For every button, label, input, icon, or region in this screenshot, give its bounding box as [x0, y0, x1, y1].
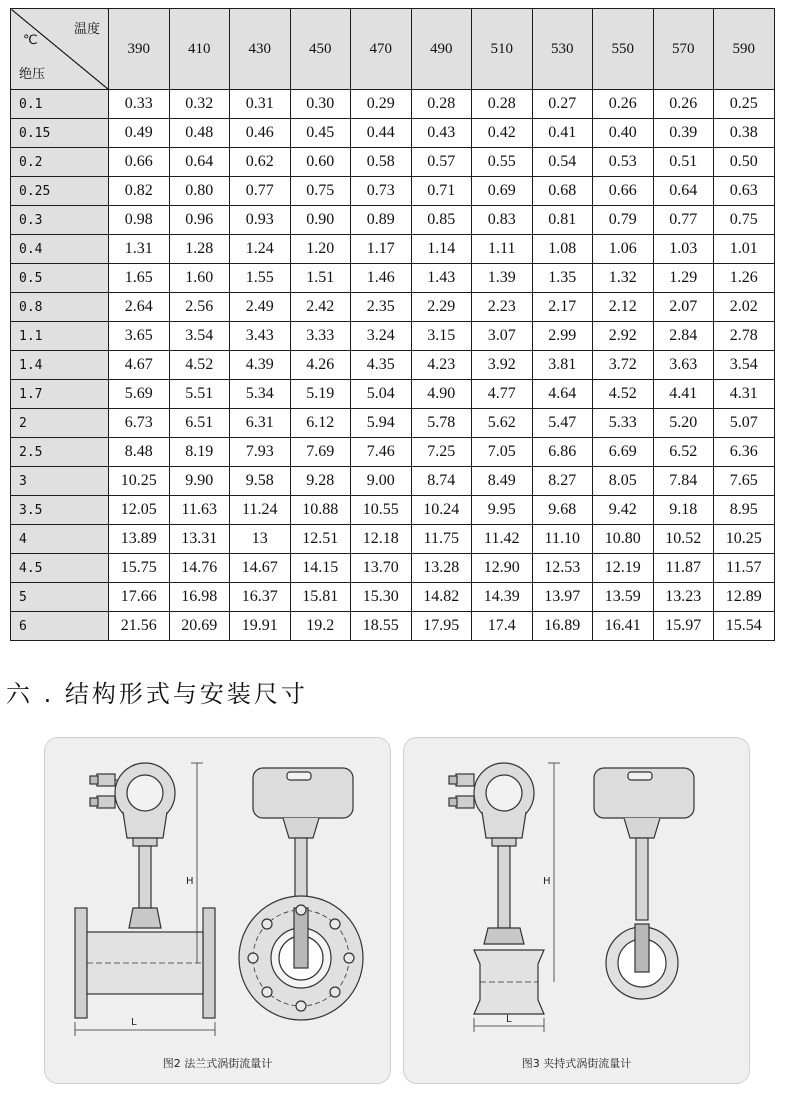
- junction-box-front: [90, 763, 175, 846]
- density-cell: 7.84: [653, 467, 714, 496]
- pressure-cell: 0.4: [11, 235, 109, 264]
- density-cell: 0.60: [290, 148, 351, 177]
- density-cell: 4.39: [230, 351, 291, 380]
- density-cell: 3.81: [532, 351, 593, 380]
- density-cell: 6.12: [290, 409, 351, 438]
- density-cell: 8.27: [532, 467, 593, 496]
- pressure-axis-label: 绝压: [19, 67, 46, 82]
- density-cell: 8.74: [411, 467, 472, 496]
- density-cell: 2.78: [714, 322, 775, 351]
- density-cell: 5.94: [351, 409, 412, 438]
- density-cell: 7.65: [714, 467, 775, 496]
- pressure-cell: 0.15: [11, 119, 109, 148]
- density-cell: 1.14: [411, 235, 472, 264]
- density-cell: 5.20: [653, 409, 714, 438]
- density-cell: 3.33: [290, 322, 351, 351]
- temperature-header-cell: 430: [230, 9, 291, 90]
- density-cell: 2.92: [593, 322, 654, 351]
- temperature-header-cell: 510: [472, 9, 533, 90]
- height-label: H: [186, 876, 194, 887]
- density-cell: 13.70: [351, 554, 412, 583]
- density-cell: 0.63: [714, 177, 775, 206]
- density-cell: 0.62: [230, 148, 291, 177]
- density-cell: 15.30: [351, 583, 412, 612]
- density-cell: 4.90: [411, 380, 472, 409]
- length-dimension: [75, 1022, 215, 1036]
- density-cell: 4.77: [472, 380, 533, 409]
- density-cell: 0.80: [169, 177, 230, 206]
- density-cell: 17.66: [109, 583, 170, 612]
- density-cell: 5.33: [593, 409, 654, 438]
- wafer-meter-drawing: [404, 738, 749, 1083]
- density-cell: 2.64: [109, 293, 170, 322]
- density-cell: 1.06: [593, 235, 654, 264]
- density-cell: 3.54: [169, 322, 230, 351]
- pressure-cell: 0.8: [11, 293, 109, 322]
- density-cell: 0.96: [169, 206, 230, 235]
- density-cell: 13.28: [411, 554, 472, 583]
- density-cell: 14.82: [411, 583, 472, 612]
- density-cell: 2.17: [532, 293, 593, 322]
- table-row: [11, 438, 775, 467]
- density-cell: 11.42: [472, 525, 533, 554]
- density-cell: 16.37: [230, 583, 291, 612]
- density-cell: 0.42: [472, 119, 533, 148]
- density-cell: 1.46: [351, 264, 412, 293]
- density-cell: 5.34: [230, 380, 291, 409]
- density-cell: 19.91: [230, 612, 291, 641]
- density-cell: 12.05: [109, 496, 170, 525]
- density-cell: 10.52: [653, 525, 714, 554]
- density-cell: 10.55: [351, 496, 412, 525]
- density-cell: 4.52: [169, 351, 230, 380]
- table-row: [11, 119, 775, 148]
- density-cell: 9.95: [472, 496, 533, 525]
- section-heading: 六 . 结构形式与安装尺寸: [6, 680, 308, 708]
- density-cell: 3.15: [411, 322, 472, 351]
- density-cell: 1.31: [109, 235, 170, 264]
- density-cell: 2.42: [290, 293, 351, 322]
- density-cell: 0.71: [411, 177, 472, 206]
- density-cell: 1.28: [169, 235, 230, 264]
- density-cell: 1.08: [532, 235, 593, 264]
- density-cell: 4.35: [351, 351, 412, 380]
- table-row: [11, 583, 775, 612]
- density-cell: 2.56: [169, 293, 230, 322]
- density-cell: 4.52: [593, 380, 654, 409]
- density-cell: 0.43: [411, 119, 472, 148]
- table-row: [11, 525, 775, 554]
- density-cell: 0.48: [169, 119, 230, 148]
- density-cell: 1.43: [411, 264, 472, 293]
- pressure-cell: 0.3: [11, 206, 109, 235]
- table-row: [11, 496, 775, 525]
- density-cell: 0.30: [290, 90, 351, 119]
- pressure-cell: 1.1: [11, 322, 109, 351]
- density-cell: 4.26: [290, 351, 351, 380]
- density-cell: 15.75: [109, 554, 170, 583]
- density-cell: 0.49: [109, 119, 170, 148]
- table-row: [11, 235, 775, 264]
- wafer-body: [474, 950, 544, 1014]
- temperature-header-cell: 530: [532, 9, 593, 90]
- pressure-cell: 0.25: [11, 177, 109, 206]
- density-cell: 0.26: [653, 90, 714, 119]
- pressure-cell: 3.5: [11, 496, 109, 525]
- density-cell: 8.05: [593, 467, 654, 496]
- density-cell: 14.15: [290, 554, 351, 583]
- table-row: [11, 351, 775, 380]
- density-cell: 0.81: [532, 206, 593, 235]
- density-cell: 6.51: [169, 409, 230, 438]
- junction-box-front: [449, 763, 534, 846]
- temperature-header-cell: 490: [411, 9, 472, 90]
- density-cell: 13.23: [653, 583, 714, 612]
- density-cell: 3.92: [472, 351, 533, 380]
- density-cell: 0.73: [351, 177, 412, 206]
- temperature-header-cell: 450: [290, 9, 351, 90]
- height-label: H: [543, 876, 551, 887]
- density-cell: 1.51: [290, 264, 351, 293]
- density-cell: 1.26: [714, 264, 775, 293]
- density-cell: 0.79: [593, 206, 654, 235]
- density-cell: 4.41: [653, 380, 714, 409]
- density-cell: 0.93: [230, 206, 291, 235]
- pressure-cell: 1.4: [11, 351, 109, 380]
- density-cell: 0.58: [351, 148, 412, 177]
- density-cell: 19.2: [290, 612, 351, 641]
- density-cell: 13.89: [109, 525, 170, 554]
- table-row: [11, 148, 775, 177]
- density-cell: 17.4: [472, 612, 533, 641]
- table-row: [11, 467, 775, 496]
- density-cell: 6.73: [109, 409, 170, 438]
- density-cell: 11.63: [169, 496, 230, 525]
- table-row: [11, 554, 775, 583]
- density-cell: 10.25: [109, 467, 170, 496]
- density-cell: 1.55: [230, 264, 291, 293]
- density-cell: 0.89: [351, 206, 412, 235]
- density-cell: 0.27: [532, 90, 593, 119]
- density-cell: 9.42: [593, 496, 654, 525]
- density-cell: 3.65: [109, 322, 170, 351]
- density-cell: 2.49: [230, 293, 291, 322]
- density-cell: 0.51: [653, 148, 714, 177]
- density-cell: 4.64: [532, 380, 593, 409]
- density-cell: 11.75: [411, 525, 472, 554]
- density-cell: 0.38: [714, 119, 775, 148]
- density-cell: 9.00: [351, 467, 412, 496]
- flange-meter-figure: [44, 737, 391, 1084]
- density-cell: 13: [230, 525, 291, 554]
- density-cell: 0.26: [593, 90, 654, 119]
- density-cell: 13.31: [169, 525, 230, 554]
- density-cell: 0.29: [351, 90, 412, 119]
- density-cell: 21.56: [109, 612, 170, 641]
- sensor-stem: [139, 846, 151, 908]
- density-cell: 9.68: [532, 496, 593, 525]
- density-cell: 6.69: [593, 438, 654, 467]
- density-cell: 2.12: [593, 293, 654, 322]
- density-cell: 1.65: [109, 264, 170, 293]
- density-cell: 10.88: [290, 496, 351, 525]
- density-cell: 2.84: [653, 322, 714, 351]
- density-cell: 0.39: [653, 119, 714, 148]
- density-cell: 3.24: [351, 322, 412, 351]
- density-cell: 2.23: [472, 293, 533, 322]
- density-cell: 1.29: [653, 264, 714, 293]
- density-cell: 6.52: [653, 438, 714, 467]
- density-cell: 0.28: [472, 90, 533, 119]
- figure-caption: 图3 夹持式涡街流量计: [521, 1057, 632, 1070]
- density-cell: 3.63: [653, 351, 714, 380]
- density-cell: 16.98: [169, 583, 230, 612]
- density-cell: 0.25: [714, 90, 775, 119]
- pressure-cell: 6: [11, 612, 109, 641]
- density-cell: 15.97: [653, 612, 714, 641]
- density-cell: 13.97: [532, 583, 593, 612]
- density-cell: 0.41: [532, 119, 593, 148]
- density-cell: 5.51: [169, 380, 230, 409]
- height-dimension: [548, 763, 560, 982]
- pressure-cell: 0.5: [11, 264, 109, 293]
- density-cell: 0.66: [593, 177, 654, 206]
- density-cell: 0.54: [532, 148, 593, 177]
- density-cell: 0.57: [411, 148, 472, 177]
- density-cell: 5.69: [109, 380, 170, 409]
- density-cell: 11.87: [653, 554, 714, 583]
- table-body: [11, 90, 775, 641]
- temperature-axis-label: 温度: [73, 22, 100, 37]
- density-cell: 1.39: [472, 264, 533, 293]
- table-corner-cell: [11, 9, 109, 90]
- table-row: [11, 380, 775, 409]
- density-cell: 9.90: [169, 467, 230, 496]
- density-cell: 7.46: [351, 438, 412, 467]
- density-cell: 5.47: [532, 409, 593, 438]
- density-cell: 0.83: [472, 206, 533, 235]
- table-row: [11, 90, 775, 119]
- density-cell: 0.45: [290, 119, 351, 148]
- density-cell: 0.44: [351, 119, 412, 148]
- density-cell: 6.86: [532, 438, 593, 467]
- density-cell: 2.99: [532, 322, 593, 351]
- density-cell: 1.35: [532, 264, 593, 293]
- table-row: [11, 322, 775, 351]
- density-cell: 4.67: [109, 351, 170, 380]
- density-table: [10, 8, 775, 641]
- density-cell: 8.19: [169, 438, 230, 467]
- pressure-cell: 4.5: [11, 554, 109, 583]
- density-cell: 17.95: [411, 612, 472, 641]
- density-cell: 1.17: [351, 235, 412, 264]
- table-row: [11, 264, 775, 293]
- density-cell: 0.68: [532, 177, 593, 206]
- table-row: [11, 409, 775, 438]
- density-cell: 0.64: [169, 148, 230, 177]
- density-cell: 11.57: [714, 554, 775, 583]
- temperature-header-cell: 590: [714, 9, 775, 90]
- density-cell: 14.76: [169, 554, 230, 583]
- density-cell: 0.32: [169, 90, 230, 119]
- density-cell: 3.54: [714, 351, 775, 380]
- density-cell: 13.59: [593, 583, 654, 612]
- density-cell: 0.31: [230, 90, 291, 119]
- density-cell: 0.53: [593, 148, 654, 177]
- density-cell: 0.98: [109, 206, 170, 235]
- density-cell: 6.36: [714, 438, 775, 467]
- density-cell: 8.95: [714, 496, 775, 525]
- pressure-cell: 4: [11, 525, 109, 554]
- density-cell: 2.07: [653, 293, 714, 322]
- density-cell: 0.40: [593, 119, 654, 148]
- temperature-header-cell: 470: [351, 9, 412, 90]
- wafer-side-view: [594, 768, 694, 999]
- density-cell: 0.77: [653, 206, 714, 235]
- wafer-meter-figure: [403, 737, 750, 1084]
- density-cell: 2.29: [411, 293, 472, 322]
- density-cell: 9.18: [653, 496, 714, 525]
- density-cell: 4.31: [714, 380, 775, 409]
- table-row: [11, 612, 775, 641]
- density-cell: 18.55: [351, 612, 412, 641]
- density-cell: 10.80: [593, 525, 654, 554]
- density-cell: 14.39: [472, 583, 533, 612]
- temperature-header-cell: 550: [593, 9, 654, 90]
- density-cell: 2.35: [351, 293, 412, 322]
- density-cell: 8.48: [109, 438, 170, 467]
- density-cell: 4.23: [411, 351, 472, 380]
- pressure-cell: 1.7: [11, 380, 109, 409]
- density-cell: 5.78: [411, 409, 472, 438]
- density-cell: 0.66: [109, 148, 170, 177]
- density-cell: 16.41: [593, 612, 654, 641]
- density-cell: 0.55: [472, 148, 533, 177]
- density-cell: 1.24: [230, 235, 291, 264]
- density-cell: 12.18: [351, 525, 412, 554]
- length-label: L: [506, 1014, 512, 1025]
- celsius-unit-label: ℃: [23, 33, 38, 48]
- density-cell: 0.75: [290, 177, 351, 206]
- temperature-header-cell: 410: [169, 9, 230, 90]
- pressure-cell: 2.5: [11, 438, 109, 467]
- table-row: [11, 177, 775, 206]
- density-cell: 0.46: [230, 119, 291, 148]
- density-cell: 1.20: [290, 235, 351, 264]
- pressure-cell: 3: [11, 467, 109, 496]
- figure-caption: 图2 法兰式涡街流量计: [162, 1057, 273, 1070]
- temperature-header-cell: 390: [109, 9, 170, 90]
- density-cell: 0.77: [230, 177, 291, 206]
- pressure-cell: 5: [11, 583, 109, 612]
- density-cell: 7.25: [411, 438, 472, 467]
- flange-meter-drawing: [45, 738, 390, 1083]
- density-cell: 16.89: [532, 612, 593, 641]
- density-cell: 3.43: [230, 322, 291, 351]
- density-cell: 7.93: [230, 438, 291, 467]
- density-cell: 0.69: [472, 177, 533, 206]
- density-cell: 15.81: [290, 583, 351, 612]
- pressure-cell: 0.1: [11, 90, 109, 119]
- density-cell: 6.31: [230, 409, 291, 438]
- density-cell: 15.54: [714, 612, 775, 641]
- density-cell: 12.51: [290, 525, 351, 554]
- density-cell: 0.75: [714, 206, 775, 235]
- table-row: [11, 293, 775, 322]
- density-cell: 2.02: [714, 293, 775, 322]
- table-header-row: [11, 9, 775, 90]
- density-cell: 12.19: [593, 554, 654, 583]
- density-cell: 5.19: [290, 380, 351, 409]
- density-cell: 11.24: [230, 496, 291, 525]
- density-cell: 9.58: [230, 467, 291, 496]
- density-cell: 1.03: [653, 235, 714, 264]
- density-cell: 12.90: [472, 554, 533, 583]
- temperature-header-cell: 570: [653, 9, 714, 90]
- density-cell: 0.33: [109, 90, 170, 119]
- density-cell: 7.69: [290, 438, 351, 467]
- density-cell: 0.85: [411, 206, 472, 235]
- density-cell: 0.90: [290, 206, 351, 235]
- density-cell: 1.11: [472, 235, 533, 264]
- pressure-cell: 2: [11, 409, 109, 438]
- density-cell: 1.60: [169, 264, 230, 293]
- density-cell: 5.04: [351, 380, 412, 409]
- density-cell: 7.05: [472, 438, 533, 467]
- density-cell: 1.32: [593, 264, 654, 293]
- density-cell: 5.62: [472, 409, 533, 438]
- density-cell: 9.28: [290, 467, 351, 496]
- density-cell: 0.50: [714, 148, 775, 177]
- length-label: L: [131, 1017, 137, 1028]
- table-row: [11, 206, 775, 235]
- sensor-stem: [498, 846, 510, 928]
- density-cell: 0.82: [109, 177, 170, 206]
- density-cell: 11.10: [532, 525, 593, 554]
- density-cell: 10.24: [411, 496, 472, 525]
- density-cell: 1.01: [714, 235, 775, 264]
- density-cell: 10.25: [714, 525, 775, 554]
- flange-side-view: [239, 768, 363, 1020]
- density-cell: 0.64: [653, 177, 714, 206]
- density-cell: 20.69: [169, 612, 230, 641]
- density-cell: 12.53: [532, 554, 593, 583]
- density-cell: 14.67: [230, 554, 291, 583]
- density-cell: 8.49: [472, 467, 533, 496]
- density-cell: 12.89: [714, 583, 775, 612]
- density-cell: 5.07: [714, 409, 775, 438]
- density-cell: 0.28: [411, 90, 472, 119]
- density-cell: 3.07: [472, 322, 533, 351]
- density-cell: 3.72: [593, 351, 654, 380]
- pressure-cell: 0.2: [11, 148, 109, 177]
